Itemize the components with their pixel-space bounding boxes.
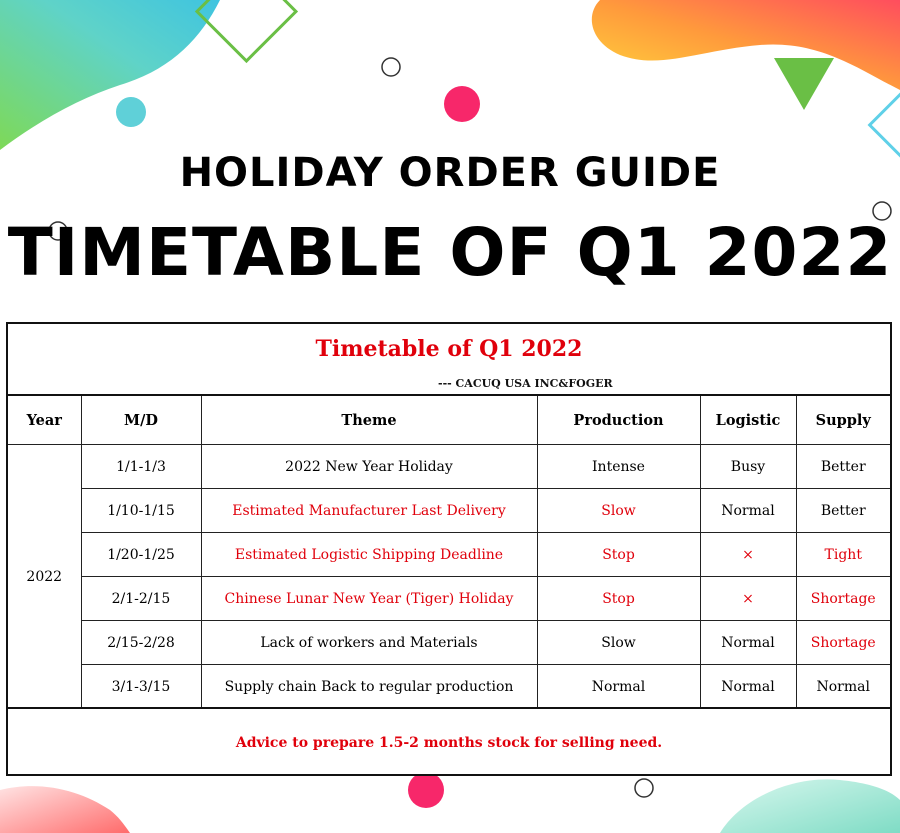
md-cell: 3/1-3/15 xyxy=(81,665,201,709)
bottom-left-blob xyxy=(0,786,130,833)
column-header-supply: Supply xyxy=(796,396,890,445)
logistic-cell: Busy xyxy=(700,445,796,489)
pink-dot-top xyxy=(444,86,480,122)
advice-text: Advice to prepare 1.5-2 months stock for selling need. xyxy=(235,735,663,751)
md-cell: 1/1-1/3 xyxy=(81,445,201,489)
theme-cell: Supply chain Back to regular production xyxy=(201,665,537,709)
column-header-production: Production xyxy=(537,396,700,445)
table-row xyxy=(8,665,890,709)
timetable-subtitle: --- CACUQ USA INC&FOGER xyxy=(438,377,613,390)
top-left-blob xyxy=(0,0,220,150)
year-cell: 2022 xyxy=(8,445,81,709)
logistic-cell: Normal xyxy=(700,621,796,665)
theme-cell: Chinese Lunar New Year (Tiger) Holiday xyxy=(201,577,537,621)
theme-cell: Lack of workers and Materials xyxy=(201,621,537,665)
theme-cell: 2022 New Year Holiday xyxy=(201,445,537,489)
timetable-title-block xyxy=(8,324,890,396)
timetable-card xyxy=(6,322,892,776)
production-cell: Stop xyxy=(537,533,700,577)
theme-cell: Estimated Logistic Shipping Deadline xyxy=(201,533,537,577)
bottom-right-blob xyxy=(720,779,900,833)
green-triangle xyxy=(774,58,834,110)
supply-cell: Tight xyxy=(796,533,890,577)
supply-cell: Normal xyxy=(796,665,890,709)
ring-4 xyxy=(635,779,653,797)
guide-heading: HOLIDAY ORDER GUIDE xyxy=(179,150,721,196)
ring-1 xyxy=(382,58,400,76)
timetable-grid xyxy=(8,396,890,709)
logistic-cell: Normal xyxy=(700,489,796,533)
md-cell: 1/20-1/25 xyxy=(81,533,201,577)
table-row xyxy=(8,445,890,489)
production-cell: Slow xyxy=(537,621,700,665)
production-cell: Slow xyxy=(537,489,700,533)
logistic-cell: × xyxy=(700,533,796,577)
production-cell: Normal xyxy=(537,665,700,709)
theme-cell: Estimated Manufacturer Last Delivery xyxy=(201,489,537,533)
logistic-cell: Normal xyxy=(700,665,796,709)
md-cell: 2/1-2/15 xyxy=(81,577,201,621)
supply-cell: Shortage xyxy=(796,621,890,665)
production-cell: Intense xyxy=(537,445,700,489)
supply-cell: Shortage xyxy=(796,577,890,621)
timetable-heading: TIMETABLE OF Q1 2022 xyxy=(7,214,893,291)
md-cell: 1/10-1/15 xyxy=(81,489,201,533)
column-header-theme: Theme xyxy=(201,396,537,445)
top-right-blob xyxy=(592,0,900,90)
md-cell: 2/15-2/28 xyxy=(81,621,201,665)
supply-cell: Better xyxy=(796,445,890,489)
table-row xyxy=(8,577,890,621)
column-header-year: Year xyxy=(8,396,81,445)
table-row xyxy=(8,621,890,665)
supply-cell: Better xyxy=(796,489,890,533)
table-row xyxy=(8,489,890,533)
pink-dot-bottom xyxy=(408,772,444,808)
column-header-logistic: Logistic xyxy=(700,396,796,445)
table-header-row xyxy=(8,396,890,445)
production-cell: Stop xyxy=(537,577,700,621)
column-header-md: M/D xyxy=(81,396,201,445)
table-row xyxy=(8,533,890,577)
logistic-cell: × xyxy=(700,577,796,621)
timetable-title: Timetable of Q1 2022 xyxy=(315,336,583,362)
teal-dot xyxy=(116,97,146,127)
advice-block xyxy=(8,707,890,774)
